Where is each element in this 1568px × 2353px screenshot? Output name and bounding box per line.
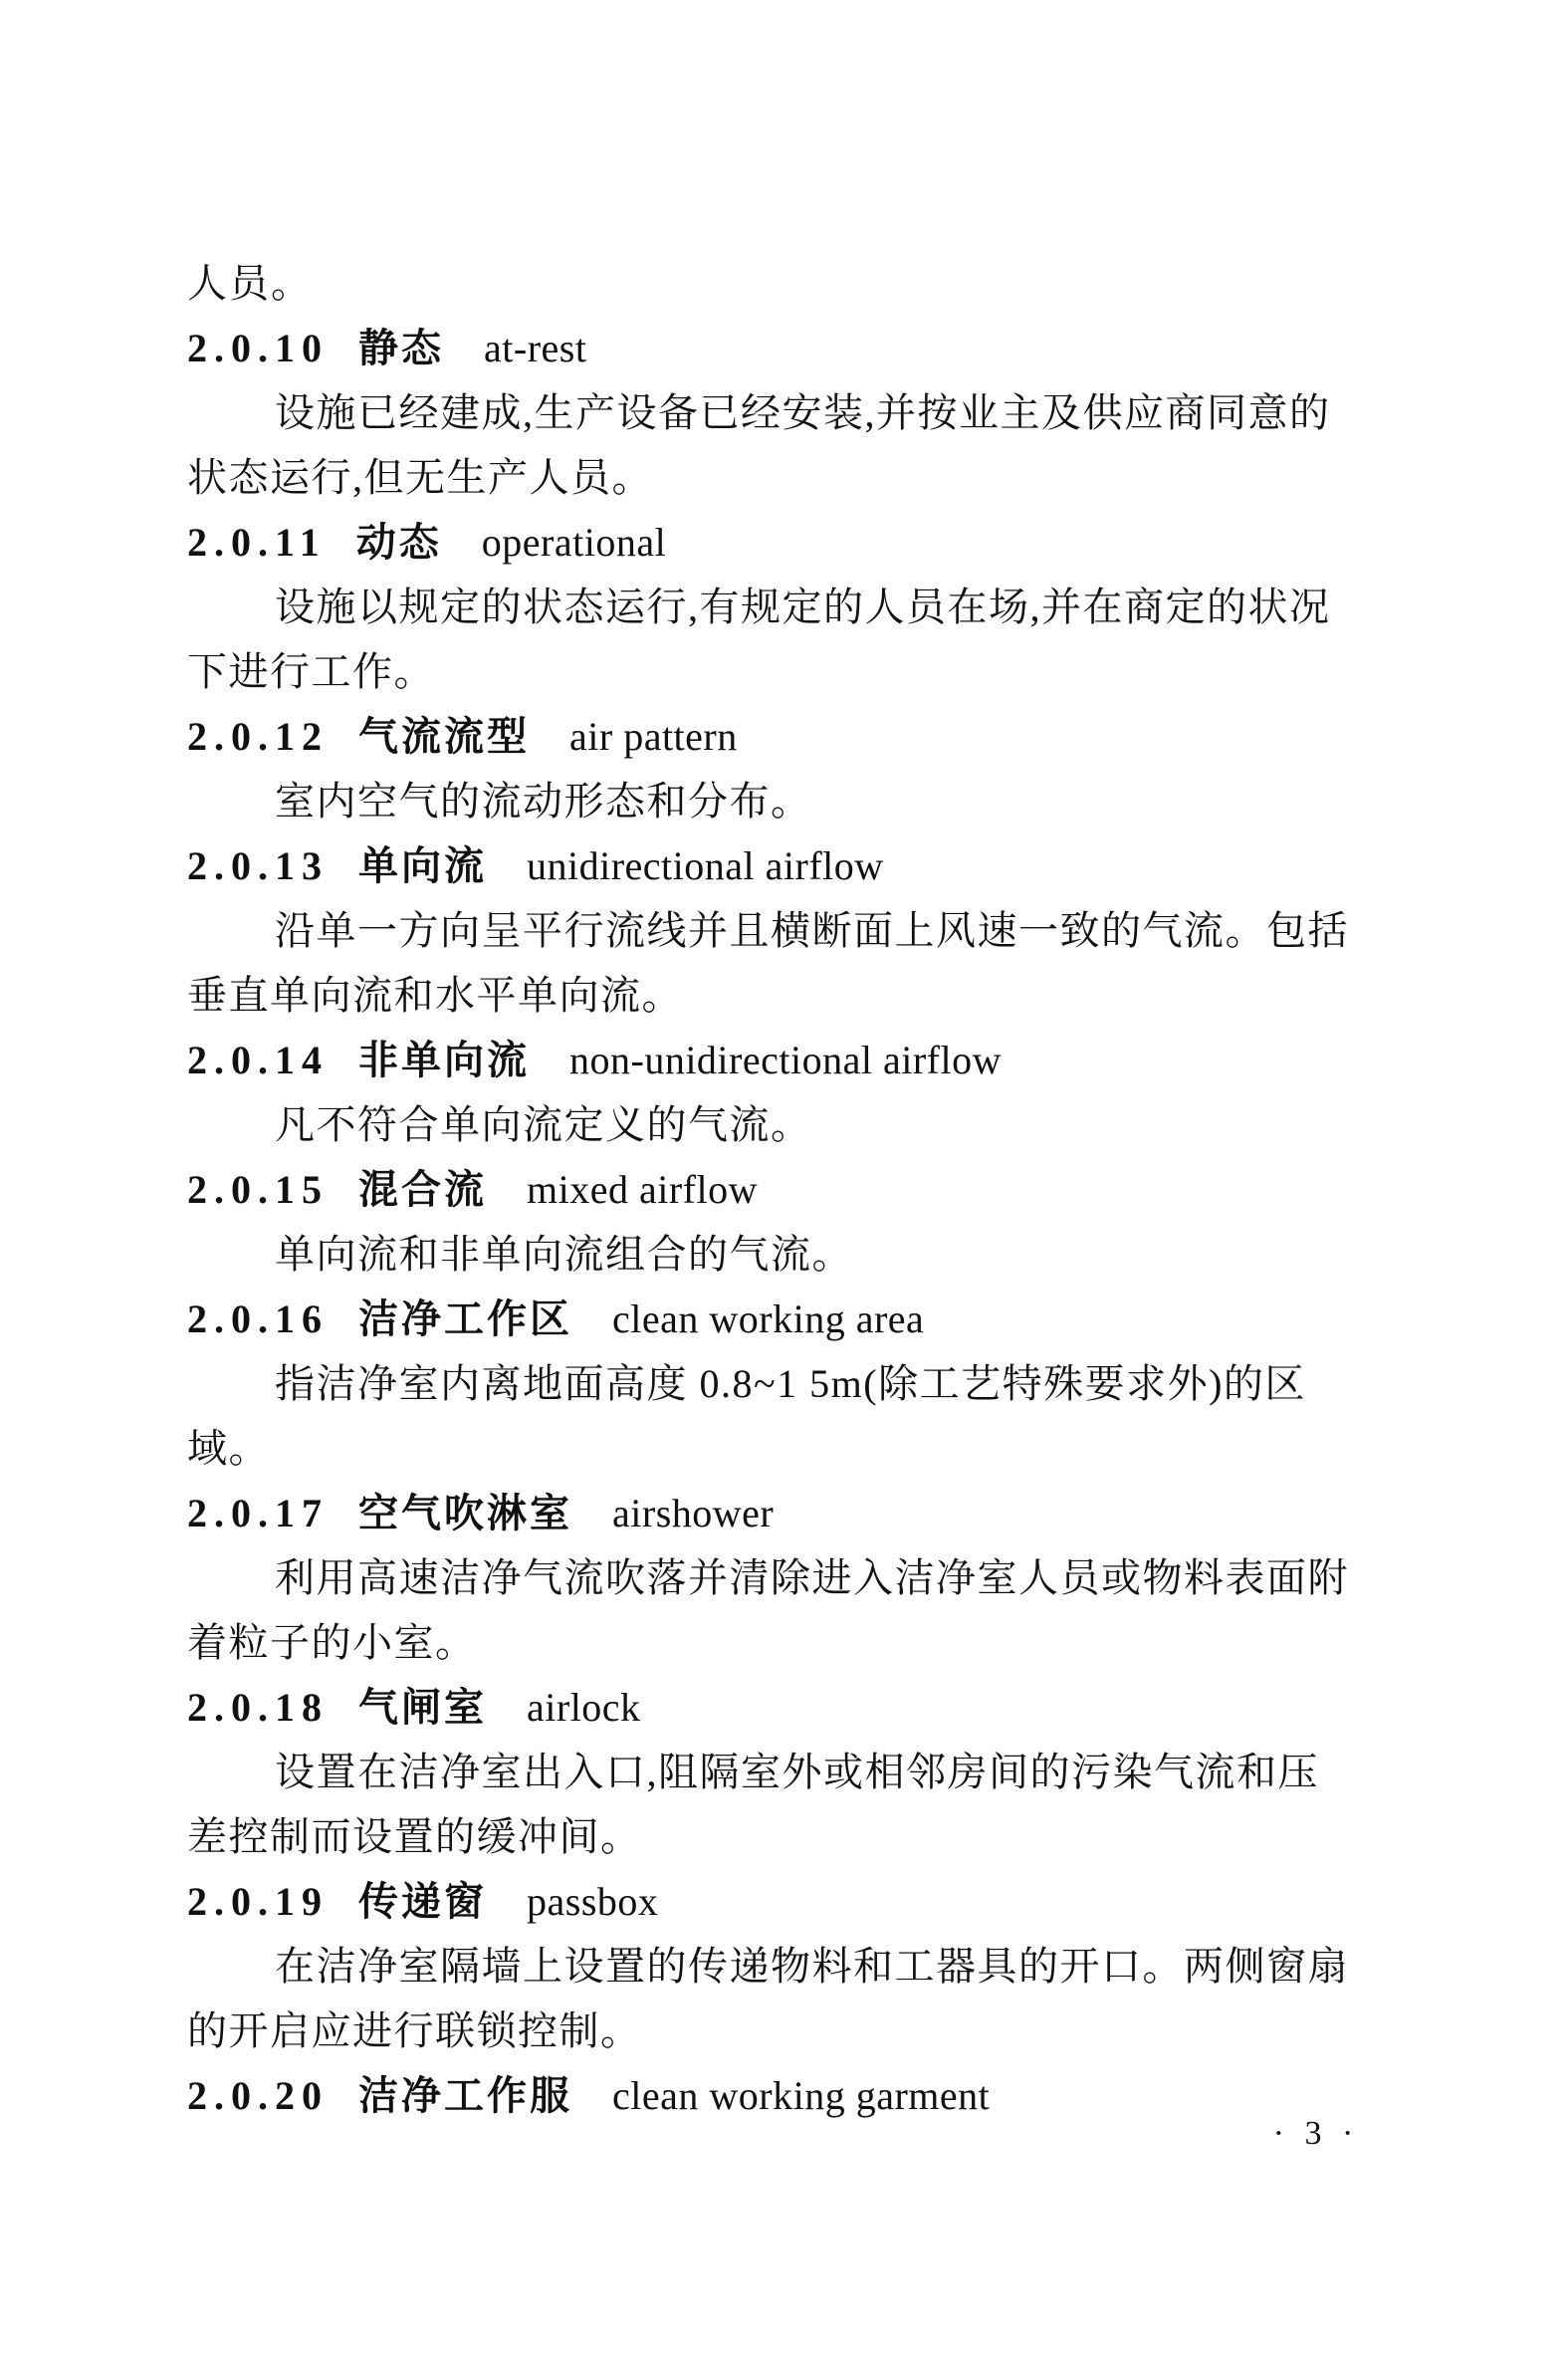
- term-chinese: 洁净工作区: [358, 1296, 572, 1341]
- definition-line: 的开启应进行联锁控制。: [187, 2008, 642, 2053]
- entry-heading-2-0-18: [187, 1675, 1402, 1740]
- entry-heading-2-0-19: [187, 1869, 1402, 1934]
- entry-heading-2-0-13: [187, 833, 1402, 898]
- term-english: clean working area: [612, 1296, 925, 1341]
- page-number: · 3 ·: [1272, 2115, 1360, 2152]
- entry-heading-2-0-12: [187, 704, 1402, 769]
- definition-line: 状态运行,但无生产人员。: [187, 455, 653, 500]
- definition-line: 沿单一方向呈平行流线并且横断面上风速一致的气流。包括: [275, 908, 1349, 953]
- term-english: air pattern: [569, 714, 738, 759]
- entry-number: 2.0.11: [187, 520, 327, 565]
- term-chinese: 空气吹淋室: [358, 1491, 572, 1535]
- entry-number: 2.0.16: [187, 1296, 329, 1341]
- continuation-text: 人员。: [187, 261, 313, 306]
- entry-heading-2-0-14: [187, 1028, 1402, 1092]
- entry-number: 2.0.15: [187, 1167, 329, 1212]
- entry-number: 2.0.12: [187, 714, 329, 759]
- entry-number: 2.0.14: [187, 1038, 329, 1082]
- entry-number: 2.0.10: [187, 326, 329, 370]
- definition-line: 垂直单向流和水平单向流。: [187, 973, 683, 1018]
- entry-number: 2.0.18: [187, 1685, 329, 1730]
- term-english: airshower: [612, 1491, 775, 1535]
- entry-heading-2-0-11: [187, 510, 1402, 575]
- entry-number: 2.0.20: [187, 2073, 329, 2118]
- term-chinese: 气闸室: [358, 1685, 487, 1730]
- entry-heading-2-0-20: [187, 2063, 1402, 2128]
- term-english: airlock: [527, 1685, 641, 1730]
- entry-heading-2-0-17: [187, 1481, 1402, 1545]
- term-chinese: 静态: [358, 326, 444, 370]
- term-chinese: 非单向流: [358, 1038, 530, 1082]
- definition-line: 设施已经建成,生产设备已经安装,并按业主及供应商同意的: [275, 390, 1331, 435]
- term-chinese: 气流流型: [358, 714, 530, 759]
- term-chinese: 混合流: [358, 1167, 487, 1212]
- definition-line: 设施以规定的状态运行,有规定的人员在场,并在商定的状况: [275, 585, 1331, 629]
- entry-number: 2.0.17: [187, 1491, 329, 1535]
- term-english: mixed airflow: [527, 1167, 758, 1212]
- definition-line: 单向流和非单向流组合的气流。: [275, 1232, 853, 1277]
- term-english: non-unidirectional airflow: [569, 1038, 1002, 1082]
- term-english: operational: [481, 520, 667, 565]
- entry-heading-2-0-10: [187, 316, 1402, 380]
- term-english: at-rest: [484, 326, 587, 370]
- entry-heading-2-0-16: [187, 1287, 1402, 1351]
- definition-line: 下进行工作。: [187, 649, 435, 694]
- definition-line: 室内空气的流动形态和分布。: [275, 779, 812, 824]
- term-chinese: 动态: [355, 520, 442, 565]
- definition-line: 域。: [187, 1426, 270, 1471]
- terminology-section: [187, 251, 1402, 2128]
- entry-number: 2.0.13: [187, 843, 329, 888]
- definition-line: 凡不符合单向流定义的气流。: [275, 1102, 812, 1147]
- definition-line: 着粒子的小室。: [187, 1620, 477, 1665]
- definition-line: 在洁净室隔墙上设置的传递物料和工器具的开口。两侧窗扇: [275, 1944, 1349, 1989]
- term-chinese: 洁净工作服: [358, 2073, 572, 2118]
- term-english: unidirectional airflow: [527, 843, 884, 888]
- definition-line: 利用高速洁净气流吹落并清除进入洁净室人员或物料表面附: [275, 1555, 1349, 1600]
- term-chinese: 单向流: [358, 843, 487, 888]
- definition-line: 差控制而设置的缓冲间。: [187, 1814, 642, 1859]
- entry-heading-2-0-15: [187, 1157, 1402, 1222]
- definition-line: 指洁净室内离地面高度 0.8~1 5m(除工艺特殊要求外)的区: [275, 1361, 1306, 1406]
- term-english: clean working garment: [612, 2073, 991, 2118]
- term-chinese: 传递窗: [358, 1879, 487, 1924]
- definition-line: 设置在洁净室出入口,阻隔室外或相邻房间的污染气流和压: [275, 1750, 1319, 1794]
- entry-number: 2.0.19: [187, 1879, 329, 1924]
- term-english: passbox: [527, 1879, 659, 1924]
